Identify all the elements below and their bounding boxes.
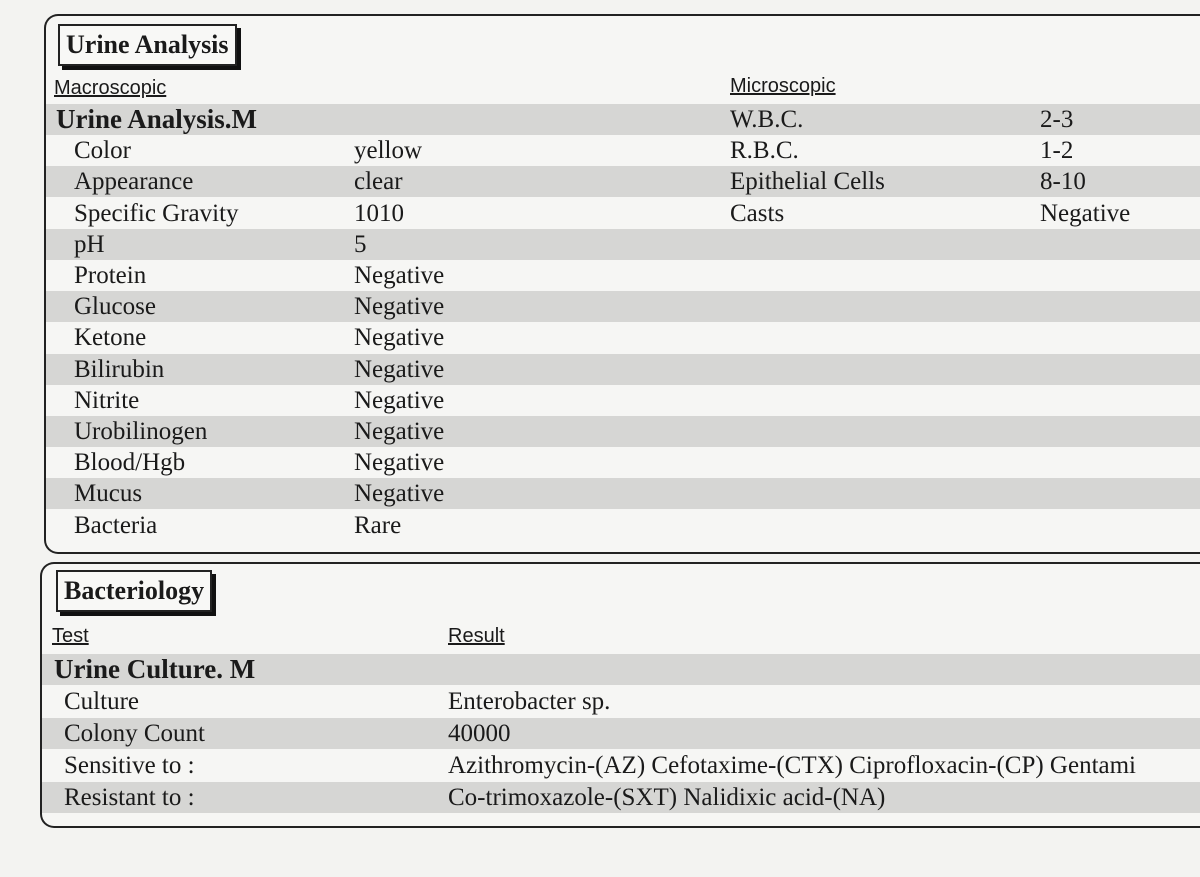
bacteriology-panel — [40, 562, 1200, 828]
macroscopic-test-name: Blood/Hgb — [74, 449, 186, 476]
table-row — [46, 354, 1200, 385]
macroscopic-test-result: 1010 — [354, 200, 404, 227]
bacteriology-title: Bacteriology — [56, 570, 212, 612]
urine-analysis-title: Urine Analysis — [58, 24, 237, 66]
macroscopic-test-result: Negative — [354, 356, 445, 383]
microscopic-test-name: Casts — [730, 200, 785, 227]
macroscopic-test-result: 5 — [354, 231, 367, 258]
table-row — [46, 198, 1200, 229]
macroscopic-test-result: Negative — [354, 387, 445, 414]
table-row — [46, 291, 1200, 322]
macroscopic-test-name: Glucose — [74, 293, 156, 320]
table-row — [42, 750, 1200, 781]
macroscopic-test-name: pH — [74, 231, 105, 258]
microscopic-test-name: Epithelial Cells — [730, 168, 885, 195]
macroscopic-test-result: Negative — [354, 480, 445, 507]
microscopic-test-result: 8-10 — [1040, 168, 1086, 195]
macroscopic-test-result: Negative — [354, 293, 445, 320]
macroscopic-test-name: Nitrite — [74, 387, 140, 414]
macroscopic-test-name: Color — [74, 137, 131, 164]
table-row — [42, 718, 1200, 749]
culture-test-result: Enterobacter sp. — [448, 688, 611, 715]
macroscopic-test-result: Negative — [354, 324, 445, 351]
culture-test-result: 40000 — [448, 720, 511, 747]
culture-test-name: Colony Count — [64, 720, 205, 747]
table-row — [46, 447, 1200, 478]
macroscopic-test-name: Specific Gravity — [74, 200, 239, 227]
table-row — [46, 510, 1200, 541]
macroscopic-test-name: Mucus — [74, 480, 143, 507]
table-row — [42, 782, 1200, 813]
macroscopic-test-result: Negative — [354, 418, 445, 445]
macroscopic-test-result: clear — [354, 168, 403, 195]
result-header: Result — [448, 625, 505, 647]
culture-test-name: Resistant to : — [64, 784, 195, 811]
macroscopic-test-name: Protein — [74, 262, 147, 289]
culture-test-name: Sensitive to : — [64, 752, 195, 779]
macroscopic-test-result: Rare — [354, 512, 402, 539]
macroscopic-test-name: Urobilinogen — [74, 418, 208, 445]
group-title: Urine Culture. M — [54, 654, 256, 684]
group-title: Urine Analysis.M — [56, 104, 258, 134]
macroscopic-test-name: Bacteria — [74, 512, 158, 539]
macroscopic-test-result: Negative — [354, 449, 445, 476]
culture-test-result: Co-trimoxazole-(SXT) Nalidixic acid-(NA) — [448, 784, 886, 811]
table-row — [42, 654, 1200, 685]
table-row — [46, 385, 1200, 416]
macroscopic-test-result: Negative — [354, 262, 445, 289]
table-row — [46, 416, 1200, 447]
table-row — [46, 229, 1200, 260]
urine-analysis-panel — [44, 14, 1200, 554]
culture-test-result: Azithromycin-(AZ) Cefotaxime-(CTX) Ciprofloxacin-(CP) Gentami — [448, 752, 1137, 779]
microscopic-test-name: W.B.C. — [730, 106, 804, 133]
table-row — [46, 104, 1200, 135]
table-row — [42, 686, 1200, 717]
microscopic-header: Microscopic — [730, 75, 836, 97]
microscopic-test-name: R.B.C. — [730, 137, 799, 164]
macroscopic-test-result: yellow — [354, 137, 423, 164]
table-row — [46, 322, 1200, 353]
culture-test-name: Culture — [64, 688, 139, 715]
table-row — [46, 478, 1200, 509]
table-row — [46, 260, 1200, 291]
microscopic-test-result: 2-3 — [1040, 106, 1074, 133]
macroscopic-test-name: Ketone — [74, 324, 147, 351]
macroscopic-test-name: Appearance — [74, 168, 194, 195]
table-row — [46, 135, 1200, 166]
macroscopic-test-name: Bilirubin — [74, 356, 165, 383]
macroscopic-header: Macroscopic — [54, 77, 167, 99]
microscopic-test-result: 1-2 — [1040, 137, 1074, 164]
microscopic-test-result: Negative — [1040, 200, 1131, 227]
table-row — [46, 166, 1200, 197]
test-header: Test — [52, 625, 89, 647]
